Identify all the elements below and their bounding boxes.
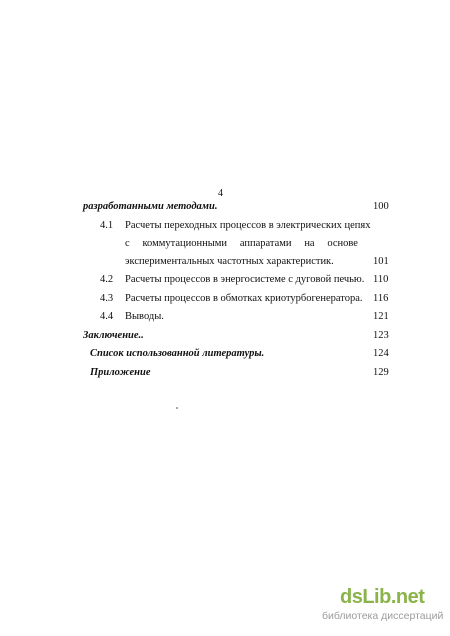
toc-page-number: 123 [373, 330, 389, 341]
toc-entry-appendix: Приложение [90, 367, 151, 378]
toc-word: коммутационными [142, 238, 228, 249]
toc-entry-line: Расчеты процессов в обмотках криотурбогенератора. [125, 293, 363, 304]
toc-word: на [304, 238, 315, 249]
toc-page-number: 116 [373, 293, 389, 304]
watermark-brand [340, 586, 424, 609]
toc-section-number: 4.2 [100, 274, 114, 285]
page-number: 4 [218, 188, 223, 199]
toc-entry-line: Расчеты процессов в энергосистеме с дуговой печью. [125, 274, 365, 285]
watermark-brand-suffix: .net [390, 586, 425, 608]
toc-entry-line: Расчеты переходных процессов в электрических цепях [125, 220, 371, 231]
toc-page-number: 100 [373, 201, 389, 212]
toc-page-number: 129 [373, 367, 389, 378]
toc-entry-text: разработанными методами. [83, 201, 218, 212]
toc-section-number: 4.4 [100, 311, 114, 322]
watermark-subtitle: библиотека диссертаций [322, 610, 444, 622]
toc-page-number: 101 [373, 256, 389, 267]
toc-entry-justified-line [125, 237, 358, 251]
scan-speck [176, 407, 178, 409]
toc-section-number: 4.1 [100, 220, 114, 231]
watermark-brand-prefix: dsLib [340, 586, 391, 608]
toc-entry-continued [83, 200, 217, 214]
watermark [322, 586, 444, 624]
toc-section-number: 4.3 [100, 293, 114, 304]
toc-page-number: 124 [373, 348, 389, 359]
toc-entry-conclusion: Заключение.. [83, 330, 144, 341]
toc-word: основе [327, 238, 358, 249]
toc-entry-line: экспериментальных частотных характеристик. [125, 256, 334, 267]
toc-entry-references: Список использованной литературы. [90, 348, 265, 359]
toc-word: с [125, 238, 130, 249]
toc-word: аппаратами [239, 238, 292, 249]
toc-page-number: 110 [373, 274, 389, 285]
toc-entry-line: Выводы. [125, 311, 164, 322]
toc-page-number: 121 [373, 311, 389, 322]
